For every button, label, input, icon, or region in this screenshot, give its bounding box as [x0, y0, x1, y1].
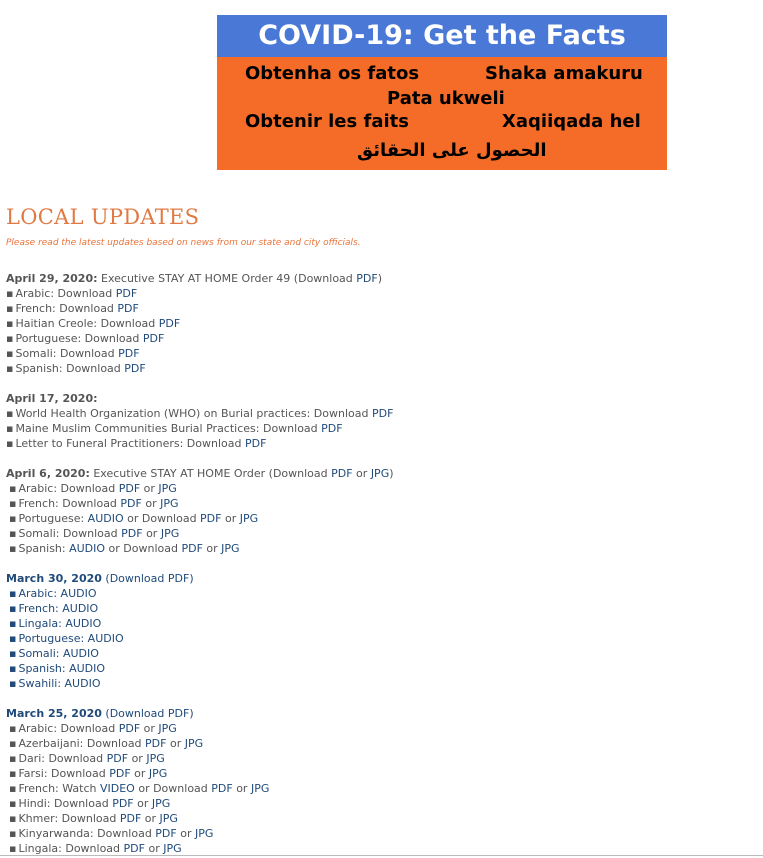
bullet-icon: ▪: [9, 617, 17, 630]
bullet-icon: ▪: [6, 302, 14, 315]
list-item: [6, 766, 756, 781]
bullet-icon: ▪: [9, 527, 17, 540]
list-item: [6, 421, 756, 436]
banner-line-arabic: الحصول على الحقائق: [357, 140, 547, 161]
pdf-link[interactable]: PDF: [119, 812, 142, 825]
audio-link[interactable]: AUDIO: [62, 647, 99, 660]
block-gap: [6, 691, 756, 706]
update-date: March 25, 2020: [6, 707, 102, 720]
bullet-icon: ▪: [9, 602, 17, 615]
line-text: or: [166, 737, 185, 750]
banner-line-somali: Xaqiiqada hel: [502, 111, 641, 132]
pdf-link[interactable]: PDF: [372, 407, 394, 420]
jpg-link[interactable]: JPG: [370, 467, 390, 480]
jpg-link[interactable]: JPG: [151, 797, 171, 810]
jpg-link[interactable]: JPG: [163, 842, 182, 855]
bullet-icon: ▪: [6, 347, 14, 360]
pdf-link[interactable]: PDF: [145, 737, 167, 750]
audio-link[interactable]: AUDIO: [87, 632, 124, 645]
list-item: [6, 631, 756, 646]
list-item: [6, 481, 756, 496]
video-link[interactable]: VIDEO: [99, 782, 135, 795]
list-item: [6, 811, 756, 826]
list-item: [6, 586, 756, 601]
list-item: [6, 316, 756, 331]
line-text: or: [142, 527, 161, 540]
pdf-link[interactable]: PDF: [142, 332, 165, 345]
audio-link[interactable]: AUDIO: [69, 662, 106, 675]
line-text: French: Download: [18, 497, 121, 510]
pdf-link[interactable]: PDF: [124, 362, 146, 375]
bullet-icon: ▪: [9, 482, 17, 495]
update-date: April 6, 2020:: [6, 467, 90, 480]
list-item: [6, 676, 756, 691]
line-text: or Download: [134, 782, 212, 795]
pdf-link[interactable]: PDF: [158, 317, 181, 330]
pdf-link[interactable]: PDF: [167, 572, 190, 585]
pdf-link[interactable]: PDF: [120, 497, 142, 510]
bullet-icon: ▪: [6, 317, 14, 330]
line-text: Farsi: Download: [18, 767, 110, 780]
line-text: or: [221, 512, 240, 525]
jpg-link[interactable]: JPG: [239, 512, 259, 525]
jpg-link[interactable]: JPG: [158, 482, 177, 495]
list-item: [6, 661, 756, 676]
bullet-icon: ▪: [9, 677, 17, 690]
pdf-link[interactable]: PDF: [118, 347, 140, 360]
line-text: Dari: Download: [18, 752, 107, 765]
line-text: (Download: [101, 572, 168, 585]
banner-title: COVID-19: Get the Facts: [217, 15, 667, 57]
bullet-icon: ▪: [9, 632, 17, 645]
bullet-icon: ▪: [9, 827, 17, 840]
audio-link[interactable]: AUDIO: [69, 542, 106, 555]
pdf-link[interactable]: PDF: [123, 842, 145, 855]
update-date: March 30, 2020: [6, 572, 102, 585]
line-text: Letter to Funeral Practitioners: Download: [15, 437, 245, 450]
list-item: [6, 436, 756, 451]
jpg-link[interactable]: JPG: [221, 542, 240, 555]
line-text: Hindi: Download: [18, 797, 113, 810]
list-item: [6, 361, 756, 376]
line-text: Arabic: Download: [18, 722, 119, 735]
bullet-icon: ▪: [9, 812, 17, 825]
line-text: Maine Muslim Communities Burial Practices: Download: [15, 422, 322, 435]
list-item: [6, 331, 756, 346]
banner-languages: [217, 57, 667, 170]
pdf-link[interactable]: PDF: [115, 287, 138, 300]
line-text: Kinyarwanda: Download: [18, 827, 156, 840]
list-item: [6, 346, 756, 361]
line-text: French:: [18, 602, 63, 615]
line-text: (Download: [101, 707, 168, 720]
line-text: or: [144, 842, 164, 855]
list-item: [6, 526, 756, 541]
bullet-icon: ▪: [9, 542, 17, 555]
updates-list: [6, 271, 756, 856]
jpg-link[interactable]: JPG: [250, 782, 270, 795]
line-text: French: Download: [15, 302, 118, 315]
line-text: or: [141, 497, 161, 510]
pdf-link[interactable]: PDF: [109, 767, 131, 780]
bullet-icon: ▪: [9, 782, 17, 795]
line-text: Portuguese:: [18, 632, 88, 645]
list-item: [6, 301, 756, 316]
banner-line-kinyarwanda: Shaka amakuru: [485, 63, 643, 84]
list-item: [6, 736, 756, 751]
update-date-line: [6, 391, 756, 406]
list-item: [6, 796, 756, 811]
line-text: Khmer: Download: [18, 812, 120, 825]
list-item: [6, 496, 756, 511]
list-item: [6, 826, 756, 841]
audio-link[interactable]: AUDIO: [60, 587, 97, 600]
line-text: World Health Organization (WHO) on Burial practices: Download: [15, 407, 372, 420]
pdf-link[interactable]: PDF: [211, 782, 233, 795]
block-gap: [6, 376, 756, 391]
line-text: or Download: [105, 542, 182, 555]
pdf-link[interactable]: PDF: [356, 272, 378, 285]
bullet-icon: ▪: [6, 362, 14, 375]
bullet-icon: ▪: [9, 512, 17, 525]
jpg-link[interactable]: JPG: [159, 812, 178, 825]
line-text: or: [141, 812, 160, 825]
banner-line-portuguese: Obtenha os fatos: [245, 63, 420, 84]
pdf-link[interactable]: PDF: [181, 542, 203, 555]
bullet-icon: ▪: [6, 422, 14, 435]
pdf-link[interactable]: PDF: [117, 302, 139, 315]
line-text: Spanish: Download: [15, 362, 125, 375]
list-item: [6, 781, 756, 796]
line-text: or: [140, 722, 159, 735]
intro-text: Please read the latest updates based on news from our state and city officials.: [6, 238, 361, 248]
list-item: [6, 406, 756, 421]
line-text: Somali:: [18, 647, 63, 660]
bullet-icon: ▪: [9, 737, 17, 750]
line-text: French: Watch: [18, 782, 100, 795]
bullet-icon: ▪: [6, 407, 14, 420]
pdf-link[interactable]: PDF: [200, 512, 222, 525]
jpg-link[interactable]: JPG: [146, 752, 165, 765]
list-item: [6, 646, 756, 661]
line-text: or: [352, 467, 371, 480]
line-text: or: [202, 542, 222, 555]
jpg-link[interactable]: JPG: [160, 527, 180, 540]
bullet-icon: ▪: [9, 647, 17, 660]
audio-link[interactable]: AUDIO: [65, 617, 102, 630]
line-text: or: [140, 482, 159, 495]
line-text: ): [389, 467, 394, 480]
update-date-line: [6, 571, 756, 586]
block-gap: [6, 451, 756, 466]
line-text: Spanish:: [18, 662, 70, 675]
jpg-link[interactable]: JPG: [194, 827, 214, 840]
line-text: Haitian Creole: Download: [15, 317, 159, 330]
update-date-line: [6, 466, 756, 481]
list-item: [6, 751, 756, 766]
pdf-link[interactable]: PDF: [331, 467, 353, 480]
covid-facts-banner[interactable]: [217, 15, 667, 170]
line-text: Somali: Download: [18, 527, 122, 540]
line-text: Executive STAY AT HOME Order (Download: [89, 467, 332, 480]
list-item: [6, 841, 756, 856]
divider: [0, 855, 763, 856]
pdf-link[interactable]: PDF: [106, 752, 129, 765]
line-text: or Download: [123, 512, 201, 525]
line-text: ): [189, 572, 194, 585]
bullet-icon: ▪: [6, 287, 14, 300]
bullet-icon: ▪: [9, 797, 17, 810]
bullet-icon: ▪: [9, 842, 17, 855]
list-item: [6, 721, 756, 736]
banner-line-swahili: Pata ukweli: [387, 88, 505, 109]
line-text: Lingala:: [18, 617, 66, 630]
jpg-link[interactable]: JPG: [184, 737, 204, 750]
pdf-link[interactable]: PDF: [118, 722, 141, 735]
line-text: or: [232, 782, 251, 795]
bullet-icon: ▪: [6, 437, 14, 450]
line-text: or: [128, 752, 147, 765]
list-item: [6, 616, 756, 631]
jpg-link[interactable]: JPG: [158, 722, 177, 735]
line-text: ): [377, 272, 383, 285]
line-text: Swahili:: [18, 677, 65, 690]
pdf-link[interactable]: PDF: [321, 422, 343, 435]
jpg-link[interactable]: JPG: [148, 767, 168, 780]
list-item: [6, 601, 756, 616]
line-text: Executive STAY AT HOME Order 49 (Download: [97, 272, 357, 285]
line-text: or: [130, 767, 149, 780]
list-item: [6, 541, 756, 556]
bullet-icon: ▪: [9, 587, 17, 600]
bullet-icon: ▪: [9, 497, 17, 510]
page-title: LOCAL UPDATES: [6, 205, 200, 229]
line-text: Arabic: Download: [15, 287, 116, 300]
pdf-link[interactable]: PDF: [244, 437, 267, 450]
pdf-link[interactable]: PDF: [121, 527, 143, 540]
audio-link[interactable]: AUDIO: [64, 677, 101, 690]
line-text: Portuguese:: [18, 512, 88, 525]
block-gap: [6, 556, 756, 571]
banner-line-french: Obtenir les faits: [245, 111, 409, 132]
line-text: Somali: Download: [15, 347, 119, 360]
line-text: or: [176, 827, 195, 840]
jpg-link[interactable]: JPG: [160, 497, 179, 510]
bullet-icon: ▪: [9, 722, 17, 735]
pdf-link[interactable]: PDF: [167, 707, 190, 720]
line-text: Spanish:: [18, 542, 70, 555]
audio-link[interactable]: AUDIO: [87, 512, 124, 525]
line-text: Arabic:: [18, 587, 61, 600]
line-text: Portuguese: Download: [15, 332, 143, 345]
line-text: ): [189, 707, 194, 720]
bullet-icon: ▪: [9, 752, 17, 765]
list-item: [6, 511, 756, 526]
list-item: [6, 286, 756, 301]
line-text: Azerbaijani: Download: [18, 737, 146, 750]
pdf-link[interactable]: PDF: [112, 797, 134, 810]
update-date-line: [6, 271, 756, 286]
audio-link[interactable]: AUDIO: [62, 602, 99, 615]
line-text: Arabic: Download: [18, 482, 119, 495]
pdf-link[interactable]: PDF: [118, 482, 141, 495]
pdf-link[interactable]: PDF: [155, 827, 177, 840]
bullet-icon: ▪: [9, 767, 17, 780]
line-text: Lingala: Download: [18, 842, 124, 855]
update-date: April 17, 2020:: [6, 392, 98, 405]
update-date-line: [6, 706, 756, 721]
update-date: April 29, 2020:: [6, 272, 98, 285]
bullet-icon: ▪: [9, 662, 17, 675]
bullet-icon: ▪: [6, 332, 14, 345]
line-text: or: [133, 797, 152, 810]
